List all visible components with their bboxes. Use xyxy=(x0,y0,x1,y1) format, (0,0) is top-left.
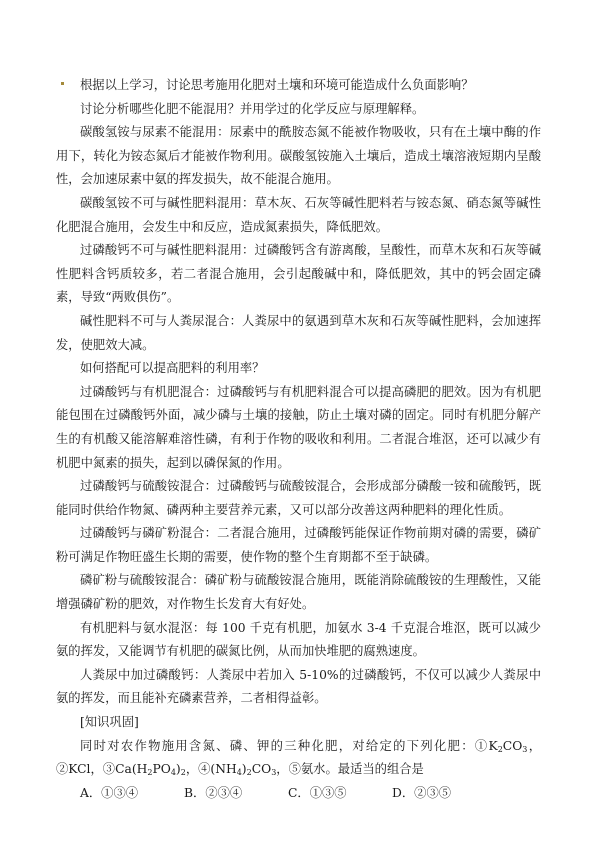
document-body xyxy=(56,74,541,805)
option-c[interactable]: C．①③⑤ xyxy=(288,785,347,800)
question-mixing: 讨论分析哪些化肥不能混用？并用学过的化学反应与原理解释。 xyxy=(80,101,425,116)
question-efficiency: 如何搭配可以提高肥料的利用率？ xyxy=(80,361,265,376)
exercise-question: 同时对农作物施用含氮、磷、钾的三种化肥，对给定的下列化肥：$①K_2CO_3$，②KCl，$③Ca(H_2PO_4)_2$，$④(NH_4)_2CO_3$，⑤氨水。最适当的组合是 xyxy=(56,738,541,778)
paragraph-superphosphate-alkaline: 过磷酸钙不可与碱性肥料混用：过磷酸钙含有游离酸，呈酸性，而草木灰和石灰等碱性肥料含钙质较多，若二者混合施用，会引起酸碱中和，降低肥效，其中的钙会固定磷素，导致“两败俱伤”。 xyxy=(56,243,541,305)
paragraph-manure-superphosphate: 人粪尿中加过磷酸钙：人粪尿中若加入 5-10%的过磷酸钙，不仅可以减少人粪尿中氨的挥发，而且能补充磷素营养，二者相得益彰。 xyxy=(56,667,541,706)
paragraph-rockphosphate-sulfate: 磷矿粉与硫酸铵混合：磷矿粉与硫酸铵混合施用，既能消除硫酸铵的生理酸性，又能增强磷矿粉的肥效，对作物生长发育大有好处。 xyxy=(56,573,541,612)
option-b[interactable]: B．②③④ xyxy=(184,785,243,800)
paragraph-superphosphate-sulfate: 过磷酸钙与硫酸铵混合：过磷酸钙与硫酸铵混合，会形成部分磷酸一铵和硫酸钙，既能同时供给作物氮、磷两种主要营养元素，又可以部分改善这两种肥料的理化性质。 xyxy=(56,479,541,517)
question-negative-impact: 根据以上学习，讨论思考施用化肥对土壤和环境可能造成什么负面影响？ xyxy=(80,78,474,92)
section-heading: [知识巩固] xyxy=(80,715,139,730)
paragraph-superphosphate-organic: 过磷酸钙与有机肥混合：过磷酸钙与有机肥料混合可以提高磷肥的肥效。因为有机肥能包围在过磷酸钙外面，减少磷与土壤的接触，防止土壤对磷的固定。同时有机肥分解产生的有机酸又能溶解难溶性磷，有利于作物的吸收和利用。二者混合堆沤，还可以减少有机肥中氮素的损失，起到以磷保氮的作用。 xyxy=(56,384,541,470)
paragraph-superphosphate-rockphosphate: 过磷酸钙与磷矿粉混合：二者混合施用，过磷酸钙能保证作物前期对磷的需要，磷矿粉可满足作物旺盛生长期的需要，使作物的整个生育期都不至于缺磷。 xyxy=(56,526,541,564)
answer-options xyxy=(56,782,541,806)
option-d[interactable]: D．②③⑤ xyxy=(392,785,452,800)
paragraph-alkaline-manure: 碱性肥料不可与人粪尿混合：人粪尿中的氨遇到草木灰和石灰等碱性肥料，会加速挥发，使肥效大减。 xyxy=(56,313,541,352)
option-a[interactable]: A．①③④ xyxy=(80,785,139,800)
paragraph-organic-ammonia: 有机肥料与氨水混沤：每 100 千克有机肥，加氨水 3-4 千克混合堆沤，既可以减少氨的挥发，又能调节有机肥的碳氮比例，从而加快堆肥的腐熟速度。 xyxy=(56,620,541,659)
paragraph-ammonium-alkaline: 碳酸氢铵不可与碱性肥料混用：草木灰、石灰等碱性肥料若与铵态氮、硝态氮等碱性化肥混合施用，会发生中和反应，造成氮素损失，降低肥效。 xyxy=(56,195,541,234)
paragraph-ammonium-urea: 碳酸氢铵与尿素不能混用：尿素中的酰胺态氮不能被作物吸收，只有在土壤中酶的作用下，转化为铵态氮后才能被作物利用。碳酸氢铵施入土壤后，造成土壤溶液短期内呈酸性，会加速尿素中氨的挥发损失，故不能混合施用。 xyxy=(56,125,541,187)
